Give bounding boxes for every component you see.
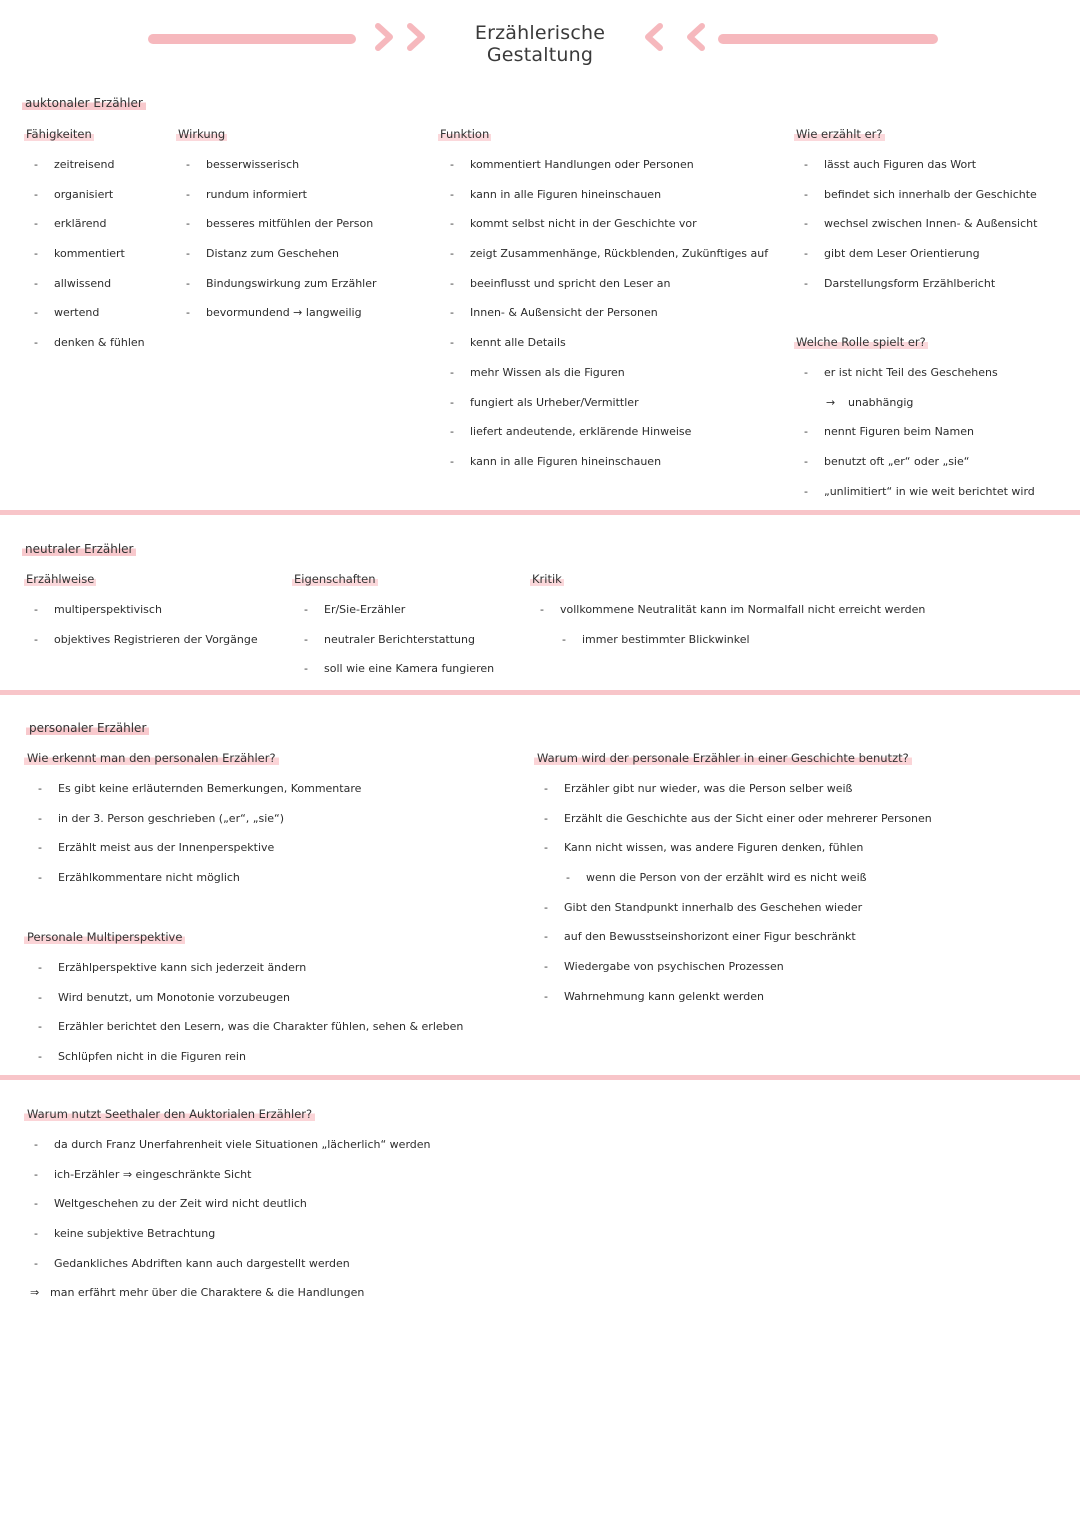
list-item: - gibt dem Leser Orientierung	[804, 239, 1037, 269]
list-item: - erklärend	[34, 209, 145, 239]
auktorial-col-effect-list	[186, 150, 377, 328]
list-item: - multiperspektivisch	[34, 595, 258, 625]
list-item: - Erzähler berichtet den Lesern, was die Charakter fühlen, sehen & erleben	[38, 1012, 463, 1042]
list-item: - Erzähler gibt nur wieder, was die Person selber weiß	[544, 774, 932, 804]
personal-recognize-list	[38, 774, 361, 893]
list-item: - Wiedergabe von psychischen Prozessen	[544, 952, 932, 982]
list-item: - benutzt oft „er“ oder „sie“	[804, 447, 1035, 477]
section-neutral-title: neutraler Erzähler	[22, 542, 136, 556]
list-item: - Er/Sie-Erzähler	[304, 595, 494, 625]
list-item: - wechsel zwischen Innen- & Außensicht	[804, 209, 1037, 239]
list-item: → unabhängig	[804, 388, 1035, 418]
list-item: - Schlüpfen nicht in die Figuren rein	[38, 1042, 463, 1072]
personal-why-list	[544, 774, 932, 1012]
seethaler-header: Warum nutzt Seethaler den Auktorialen Erzähler?	[24, 1107, 315, 1121]
personal-multi-header: Personale Multiperspektive	[24, 930, 185, 944]
list-item: - rundum informiert	[186, 180, 377, 210]
auktorial-col-role-list	[804, 358, 1035, 506]
personal-recognize-header: Wie erkennt man den personalen Erzähler?	[24, 751, 279, 765]
list-item: - „unlimitiert“ in wie weit berichtet wird	[804, 477, 1035, 507]
list-item: - wertend	[34, 298, 145, 328]
neutral-col-properties-header: Eigenschaften	[294, 572, 376, 586]
auktorial-col-how-header: Wie erzählt er?	[796, 127, 883, 141]
neutral-col-properties-list	[304, 595, 494, 684]
section-divider	[0, 510, 1080, 515]
chevron-right-icon	[372, 22, 398, 52]
page-title: Erzählerische Gestaltung	[474, 22, 606, 66]
list-item: - da durch Franz Unerfahrenheit viele Situationen „lächerlich“ werden	[34, 1130, 431, 1160]
list-item: - zeigt Zusammenhänge, Rückblenden, Zukünftiges auf	[450, 239, 768, 269]
auktorial-col-function-list	[450, 150, 768, 477]
list-item: - zeitreisend	[34, 150, 145, 180]
section-divider	[0, 1075, 1080, 1080]
list-item: - wenn die Person von der erzählt wird es nicht weiß	[544, 863, 932, 893]
list-item: - allwissend	[34, 269, 145, 299]
list-item: - kann in alle Figuren hineinschauen	[450, 447, 768, 477]
list-item: - Erzählkommentare nicht möglich	[38, 863, 361, 893]
list-item: - Es gibt keine erläuternden Bemerkungen, Kommentare	[38, 774, 361, 804]
personal-multi-list	[38, 953, 463, 1072]
list-item: - keine subjektive Betrachtung	[34, 1219, 431, 1249]
auktorial-col-role-header: Welche Rolle spielt er?	[796, 335, 926, 349]
list-item: - kommentiert	[34, 239, 145, 269]
chevron-left-icon	[640, 22, 666, 52]
list-item: - Wahrnehmung kann gelenkt werden	[544, 982, 932, 1012]
neutral-col-style-header: Erzählweise	[26, 572, 95, 586]
list-item: - Erzählperspektive kann sich jederzeit ändern	[38, 953, 463, 983]
section-auktorial-title: auktonaler Erzähler	[22, 96, 146, 110]
section-personal-title: personaler Erzähler	[26, 721, 149, 735]
list-item: - nennt Figuren beim Namen	[804, 417, 1035, 447]
list-item: - fungiert als Urheber/Vermittler	[450, 388, 768, 418]
list-item: - kommentiert Handlungen oder Personen	[450, 150, 768, 180]
list-item: - beeinflusst und spricht den Leser an	[450, 269, 768, 299]
personal-why-header: Warum wird der personale Erzähler in einer Geschichte benutzt?	[534, 751, 912, 765]
list-item: - neutraler Berichterstattung	[304, 625, 494, 655]
list-item: - Darstellungsform Erzählbericht	[804, 269, 1037, 299]
auktorial-col-effect-header: Wirkung	[178, 127, 226, 141]
list-item: - Wird benutzt, um Monotonie vorzubeugen	[38, 983, 463, 1013]
list-item: - vollkommene Neutralität kann im Normalfall nicht erreicht werden	[540, 595, 925, 625]
list-item: - Distanz zum Geschehen	[186, 239, 377, 269]
neutral-col-critique-list	[540, 595, 925, 654]
section-divider	[0, 690, 1080, 695]
list-item: - mehr Wissen als die Figuren	[450, 358, 768, 388]
list-item: - in der 3. Person geschrieben („er“, „sie“)	[38, 804, 361, 834]
list-item: - auf den Bewusstseinshorizont einer Figur beschränkt	[544, 922, 932, 952]
chevron-left-icon	[682, 22, 708, 52]
chevron-right-icon	[404, 22, 430, 52]
list-item: - kennt alle Details	[450, 328, 768, 358]
auktorial-col-how-list	[804, 150, 1037, 298]
list-item: - immer bestimmter Blickwinkel	[540, 625, 925, 655]
list-item: - Innen- & Außensicht der Personen	[450, 298, 768, 328]
list-item: - befindet sich innerhalb der Geschichte	[804, 180, 1037, 210]
list-item: - Weltgeschehen zu der Zeit wird nicht deutlich	[34, 1189, 431, 1219]
list-item: - besseres mitfühlen der Person	[186, 209, 377, 239]
title-decoration-left	[148, 34, 356, 44]
list-item: - kann in alle Figuren hineinschauen	[450, 180, 768, 210]
neutral-col-critique-header: Kritik	[532, 572, 562, 586]
list-item: - Erzählt meist aus der Innenperspektive	[38, 833, 361, 863]
conclusion-item: ⇒ man erfährt mehr über die Charaktere & die Handlungen	[30, 1278, 364, 1308]
auktorial-col-function-header: Funktion	[440, 127, 490, 141]
list-item: - Bindungswirkung zum Erzähler	[186, 269, 377, 299]
list-item: - Kann nicht wissen, was andere Figuren denken, fühlen	[544, 833, 932, 863]
list-item: - ich-Erzähler ⇒ eingeschränkte Sicht	[34, 1160, 431, 1190]
list-item: - er ist nicht Teil des Geschehens	[804, 358, 1035, 388]
list-item: - denken & fühlen	[34, 328, 145, 358]
seethaler-list	[34, 1130, 431, 1278]
list-item: - besserwisserisch	[186, 150, 377, 180]
list-item: - soll wie eine Kamera fungieren	[304, 654, 494, 684]
list-item: - bevormundend → langweilig	[186, 298, 377, 328]
list-item: - liefert andeutende, erklärende Hinweise	[450, 417, 768, 447]
title-decoration-right	[718, 34, 938, 44]
list-item: - lässt auch Figuren das Wort	[804, 150, 1037, 180]
auktorial-col-skills-list	[34, 150, 145, 358]
list-item: - organisiert	[34, 180, 145, 210]
list-item: - objektives Registrieren der Vorgänge	[34, 625, 258, 655]
neutral-col-style-list	[34, 595, 258, 654]
list-item: - Gedankliches Abdriften kann auch dargestellt werden	[34, 1249, 431, 1279]
list-item: - Erzählt die Geschichte aus der Sicht einer oder mehrerer Personen	[544, 804, 932, 834]
list-item: - kommt selbst nicht in der Geschichte vor	[450, 209, 768, 239]
seethaler-conclusion	[30, 1278, 364, 1308]
auktorial-col-skills-header: Fähigkeiten	[26, 127, 92, 141]
list-item: - Gibt den Standpunkt innerhalb des Geschehen wieder	[544, 893, 932, 923]
